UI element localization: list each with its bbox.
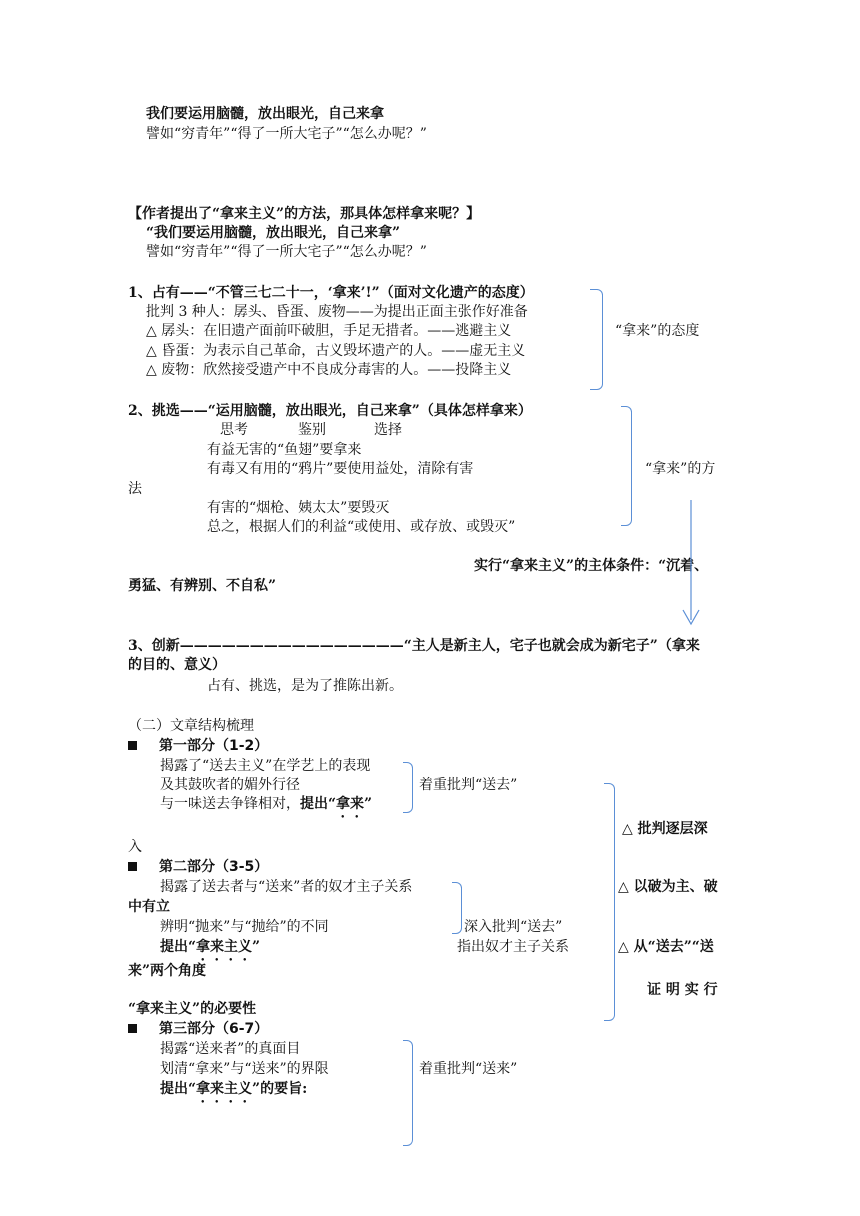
section1-line: 批判 3 种人：孱头、昏蛋、废物——为提出正面主张作好准备 (146, 304, 528, 320)
part3-line-3-prefix: 提出 (160, 1081, 188, 1097)
section2-line-fish: 有益无害的“鱼翅”要拿来 (207, 442, 362, 458)
section2-title: 2、挑选——“运用脑髓，放出眼光，自己来拿”（具体怎样拿来） (128, 403, 532, 419)
part1-line-3 (160, 795, 372, 821)
structure-right-note: △ 以破为主、破 (618, 879, 718, 895)
section2-line-opium: 有毒又有用的“鸦片”要使用益处，清除有害 (207, 461, 474, 477)
section2-line-summary: 总之，根据人们的利益“或使用、或存放、或毁灭” (207, 519, 516, 535)
part1-note: 着重批判“送去” (419, 777, 518, 793)
part2-line-3-em: “拿来主义” (188, 939, 261, 955)
section1-line: △ 废物：欣然接受遗产中不良成分毒害的人。——投降主义 (146, 362, 512, 378)
part3-bracket (403, 1040, 413, 1146)
part2-line-3-prefix: 提出 (160, 939, 188, 955)
part1-title-text: 第一部分（1-2） (159, 738, 269, 754)
part2-wrap-3: “拿来主义”的必要性 (128, 1001, 257, 1017)
square-bullet-icon (128, 1024, 137, 1033)
structure-right-note: 证 明 实 行 (647, 982, 718, 998)
question-answer: “我们要运用脑髓，放出眼光，自己来拿” (146, 225, 401, 241)
section2-condition-b: 勇猛、有辨别、不自私” (128, 578, 277, 594)
part1-title (128, 737, 268, 755)
question-example: 譬如“穷青年”“得了一所大宅子”“怎么办呢？” (146, 244, 427, 260)
section2-step: 选择 (374, 422, 402, 438)
part3-line-3-em: “拿来主义” (188, 1081, 261, 1097)
part2-line-1: 揭露了送去者与“送来”者的奴才主子关系 (160, 879, 413, 895)
part1-line-2: 及其鼓吹者的媚外行径 (160, 777, 300, 793)
structure-heading: （二）文章结构梳理 (128, 718, 254, 734)
part1-line-3-bold: 提出 (300, 796, 328, 812)
section1-line: △ 孱头：在旧遗产面前吓破胆，手足无措者。——逃避主义 (146, 323, 512, 339)
section2-line-wrap: 法 (128, 481, 142, 497)
section2-line-pipe: 有害的“烟枪、姨太太”要毁灭 (207, 500, 390, 516)
section3-title-b: 的目的、意义） (128, 657, 226, 673)
part2-note-2: 指出奴才主子关系 (457, 939, 569, 955)
part2-wrap-1: 中有立 (128, 899, 170, 915)
part2-wrap-2: 来”两个角度 (128, 963, 207, 979)
part3-line-3 (160, 1080, 307, 1106)
part3-title (128, 1020, 268, 1038)
square-bullet-icon (128, 741, 137, 750)
part3-line-2: 划清“拿来”与“送来”的界限 (160, 1061, 329, 1077)
section2-side-note: “拿来”的方 (645, 461, 716, 477)
part3-title-text: 第三部分（6-7） (159, 1021, 269, 1037)
section2-condition-a: 实行“拿来主义”的主体条件：“沉着、 (474, 558, 709, 574)
structure-right-note: △ 批判逐层深 (622, 821, 708, 837)
intro-line-1: 我们要运用脑髓，放出眼光，自己来拿 (146, 106, 384, 122)
section1-title: 1、占有——“不管三七二十一，‘拿来’!”（面对文化遗产的态度） (128, 285, 534, 301)
part1-bracket (403, 762, 413, 813)
part2-bracket (452, 882, 462, 934)
structure-right-note: △ 从“送去”“送 (618, 939, 714, 955)
part1-line-3-em: “拿来” (328, 796, 373, 812)
part1-line-3-prefix: 与一味送去争锋相对， (160, 796, 300, 812)
question-heading: 【作者提出了“拿来主义”的方法，那具体怎样拿来呢？】 (128, 206, 481, 222)
square-bullet-icon (128, 862, 137, 871)
part2-title (128, 858, 268, 876)
section2-step: 思考 (220, 422, 248, 438)
section1-line: △ 昏蛋：为表示自己革命，古义毁坏遗产的人。——虚无主义 (146, 343, 526, 359)
section1-side-note: “拿来”的态度 (615, 323, 700, 339)
part2-note-1: 深入批判“送去” (464, 919, 563, 935)
structure-outer-bracket (604, 783, 615, 1021)
part2-title-text: 第二部分（3-5） (159, 859, 269, 875)
section3-title-a: 3、创新————————————————“主人是新主人，宅子也就会成为新宅子”（拿来 (128, 638, 700, 654)
part2-line-3 (160, 938, 260, 964)
part3-note: 着重批判“送来” (419, 1061, 518, 1077)
part3-line-3-suffix: 的要旨: (260, 1081, 308, 1097)
part1-wrap: 入 (128, 839, 142, 855)
section2-step: 鉴别 (298, 422, 326, 438)
part2-line-2: 辨明“抛来”与“抛给”的不同 (160, 919, 329, 935)
part1-line-1: 揭露了“送去主义”在学艺上的表现 (160, 758, 371, 774)
part3-line-1: 揭露“送来者”的真面目 (160, 1041, 301, 1057)
intro-line-2: 譬如“穷青年”“得了一所大宅子”“怎么办呢？” (146, 126, 427, 142)
section3-line: 占有、挑选，是为了推陈出新。 (207, 678, 403, 694)
